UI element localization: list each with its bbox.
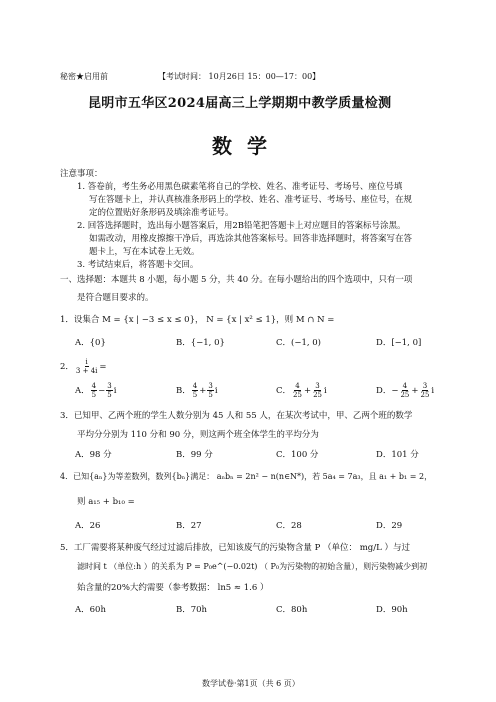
fraction <box>91 382 97 399</box>
q2-fraction <box>75 358 98 375</box>
q1-option-a: A．{0} <box>75 338 106 348</box>
q5-line2: 滤时间 t （单位:h ）的关系为 P = P₀e^(−0.02t) （ P₀为污染物的初始含量），则污染物减少到初 <box>77 562 428 571</box>
fraction <box>192 382 198 399</box>
frac-num: 3 <box>422 382 428 390</box>
frac-den: 25 <box>400 391 410 399</box>
option-label: B． <box>176 386 191 396</box>
frac-den: 25 <box>420 391 430 399</box>
q2-option-c <box>276 382 327 399</box>
section-heading-cont: 是符合题目要求的。 <box>77 293 154 303</box>
exam-title: 昆明市五华区2024届高三上学期期中教学质量检测 <box>88 96 392 111</box>
q4-line1: 4．已知{aₙ}为等差数列，数列{bₙ}满足： aₙbₙ = 2n² − n(n∈N*)，若 5a₄ = 7a₃，且 a₁ + b₁ = 2， <box>60 472 433 481</box>
option-label: D．− <box>376 386 399 396</box>
frac-num: 4 <box>402 382 408 390</box>
note-line: 题卡上，写在本试卷上无效。 <box>89 247 200 257</box>
imag-unit: i <box>214 386 218 396</box>
q1-option-c: C．(−1, 0) <box>276 338 321 348</box>
q5-line1: 5．工厂需要将某种废气经过过滤后排放，已知该废气的污染物含量 P （单位： mg/L ）与过 <box>60 543 410 553</box>
q1-option-b: B．{−1, 0} <box>176 338 225 348</box>
q4-option-b: B．27 <box>176 521 202 531</box>
frac-num: 3 <box>315 382 320 390</box>
operator: − <box>98 386 106 396</box>
q5-line3: 始含量的20%大约需要（参考数据： ln5 ≈ 1.6 ） <box>77 583 269 593</box>
frac-den: 25 <box>293 391 302 399</box>
frac-den: 5 <box>91 391 97 399</box>
imag-unit: i <box>113 386 117 396</box>
exam-time: 【考试时间： 10月26日 15：00—17：00】 <box>158 72 321 81</box>
q3-line2: 平均分分别为 110 分和 90 分，则这两个班全体学生的平均分为 <box>77 430 319 440</box>
fraction <box>399 382 410 399</box>
q1-stem: 1．设集合 M = {x | −3 ≤ x ≤ 0}， N = {x | x² ≤ 1}，则 M ∩ N = <box>60 315 335 325</box>
fraction <box>419 382 430 399</box>
page-footer: 数学试卷·第1页（共 6 页） <box>202 679 300 688</box>
q3-option-c: C．100 分 <box>276 450 319 460</box>
q2-number: 2． <box>60 362 74 372</box>
operator: + <box>303 386 312 396</box>
frac-num: 4 <box>192 382 198 390</box>
fraction <box>207 382 213 399</box>
q2-option-d <box>376 382 434 399</box>
operator: + <box>411 386 419 396</box>
note-line: 定的位置贴好条形码及填涂准考证号。 <box>89 208 234 218</box>
option-label: A． <box>75 386 90 396</box>
q4-line2: 则 a₁₅ + b₁₀ = <box>77 497 135 507</box>
fraction <box>106 382 112 399</box>
q2-equals: = <box>99 362 107 372</box>
q3-option-d: D．101 分 <box>376 450 419 460</box>
frac-den: 25 <box>313 391 322 399</box>
q5-option-d: D．90h <box>376 605 408 615</box>
frac-den: 5 <box>192 391 198 399</box>
frac-den: 5 <box>107 391 112 399</box>
q2-option-b <box>176 382 218 399</box>
confidential-label: 秘密★启用前 <box>60 72 108 81</box>
imag-unit: i <box>431 386 435 396</box>
q1-option-d: D．[−1, 0] <box>376 338 422 348</box>
fraction <box>292 382 303 399</box>
q2-frac-num: i <box>85 358 88 366</box>
q4-option-a: A．26 <box>75 521 101 531</box>
q5-option-a: A．60h <box>75 605 106 615</box>
frac-num: 4 <box>295 382 300 390</box>
q4-option-c: C．28 <box>276 521 302 531</box>
frac-den: 5 <box>208 391 213 399</box>
q5-option-b: B．70h <box>176 605 208 615</box>
fraction <box>312 382 323 399</box>
note-line: 1. 答卷前，考生务必用黑色碳素笔将自己的学校、姓名、准考证号、考场号、座位号填 <box>77 182 403 192</box>
q2-frac-den: 3 + 4i <box>75 367 98 375</box>
subject-title: 数 学 <box>212 134 271 158</box>
note-line: 2. 回答选择题时，选出每小题答案后，用2B铅笔把答题卡上对应题目的答案标号涂黑。 <box>77 221 406 231</box>
q3-line1: 3．已知甲、乙两个班的学生人数分别为 45 人和 55 人，在某次考试中，甲、乙两个班的数学 <box>60 411 413 421</box>
q5-option-c: C．80h <box>276 605 308 615</box>
operator: + <box>199 386 207 396</box>
q3-option-b: B．99 分 <box>176 450 213 460</box>
notes-heading: 注意事项： <box>60 169 103 179</box>
option-label: C． <box>276 386 292 396</box>
q4-option-d: D．29 <box>376 521 403 531</box>
note-line: 如需改动，用橡皮擦擦干净后，再选涂其他答案标号。回答非选择题时，将答案写在答 <box>89 234 413 244</box>
section-heading: 一、选择题：本题共 8 小题，每小题 5 分，共 40 分。在每小题给出的四个选项中，只有一项 <box>60 275 413 285</box>
note-line: 3. 考试结束后，将答题卡交回。 <box>77 260 199 270</box>
note-line: 写在答题卡上，并认真核准条形码上的学校、姓名、准考证号、考场号、座位号，在规 <box>89 195 413 205</box>
frac-num: 3 <box>107 382 112 390</box>
q2-option-a <box>75 382 116 399</box>
q2-stem <box>60 358 107 375</box>
q3-option-a: A．98 分 <box>75 450 112 460</box>
frac-num: 3 <box>208 382 213 390</box>
frac-num: 4 <box>91 382 97 390</box>
imag-unit: i <box>323 386 327 396</box>
